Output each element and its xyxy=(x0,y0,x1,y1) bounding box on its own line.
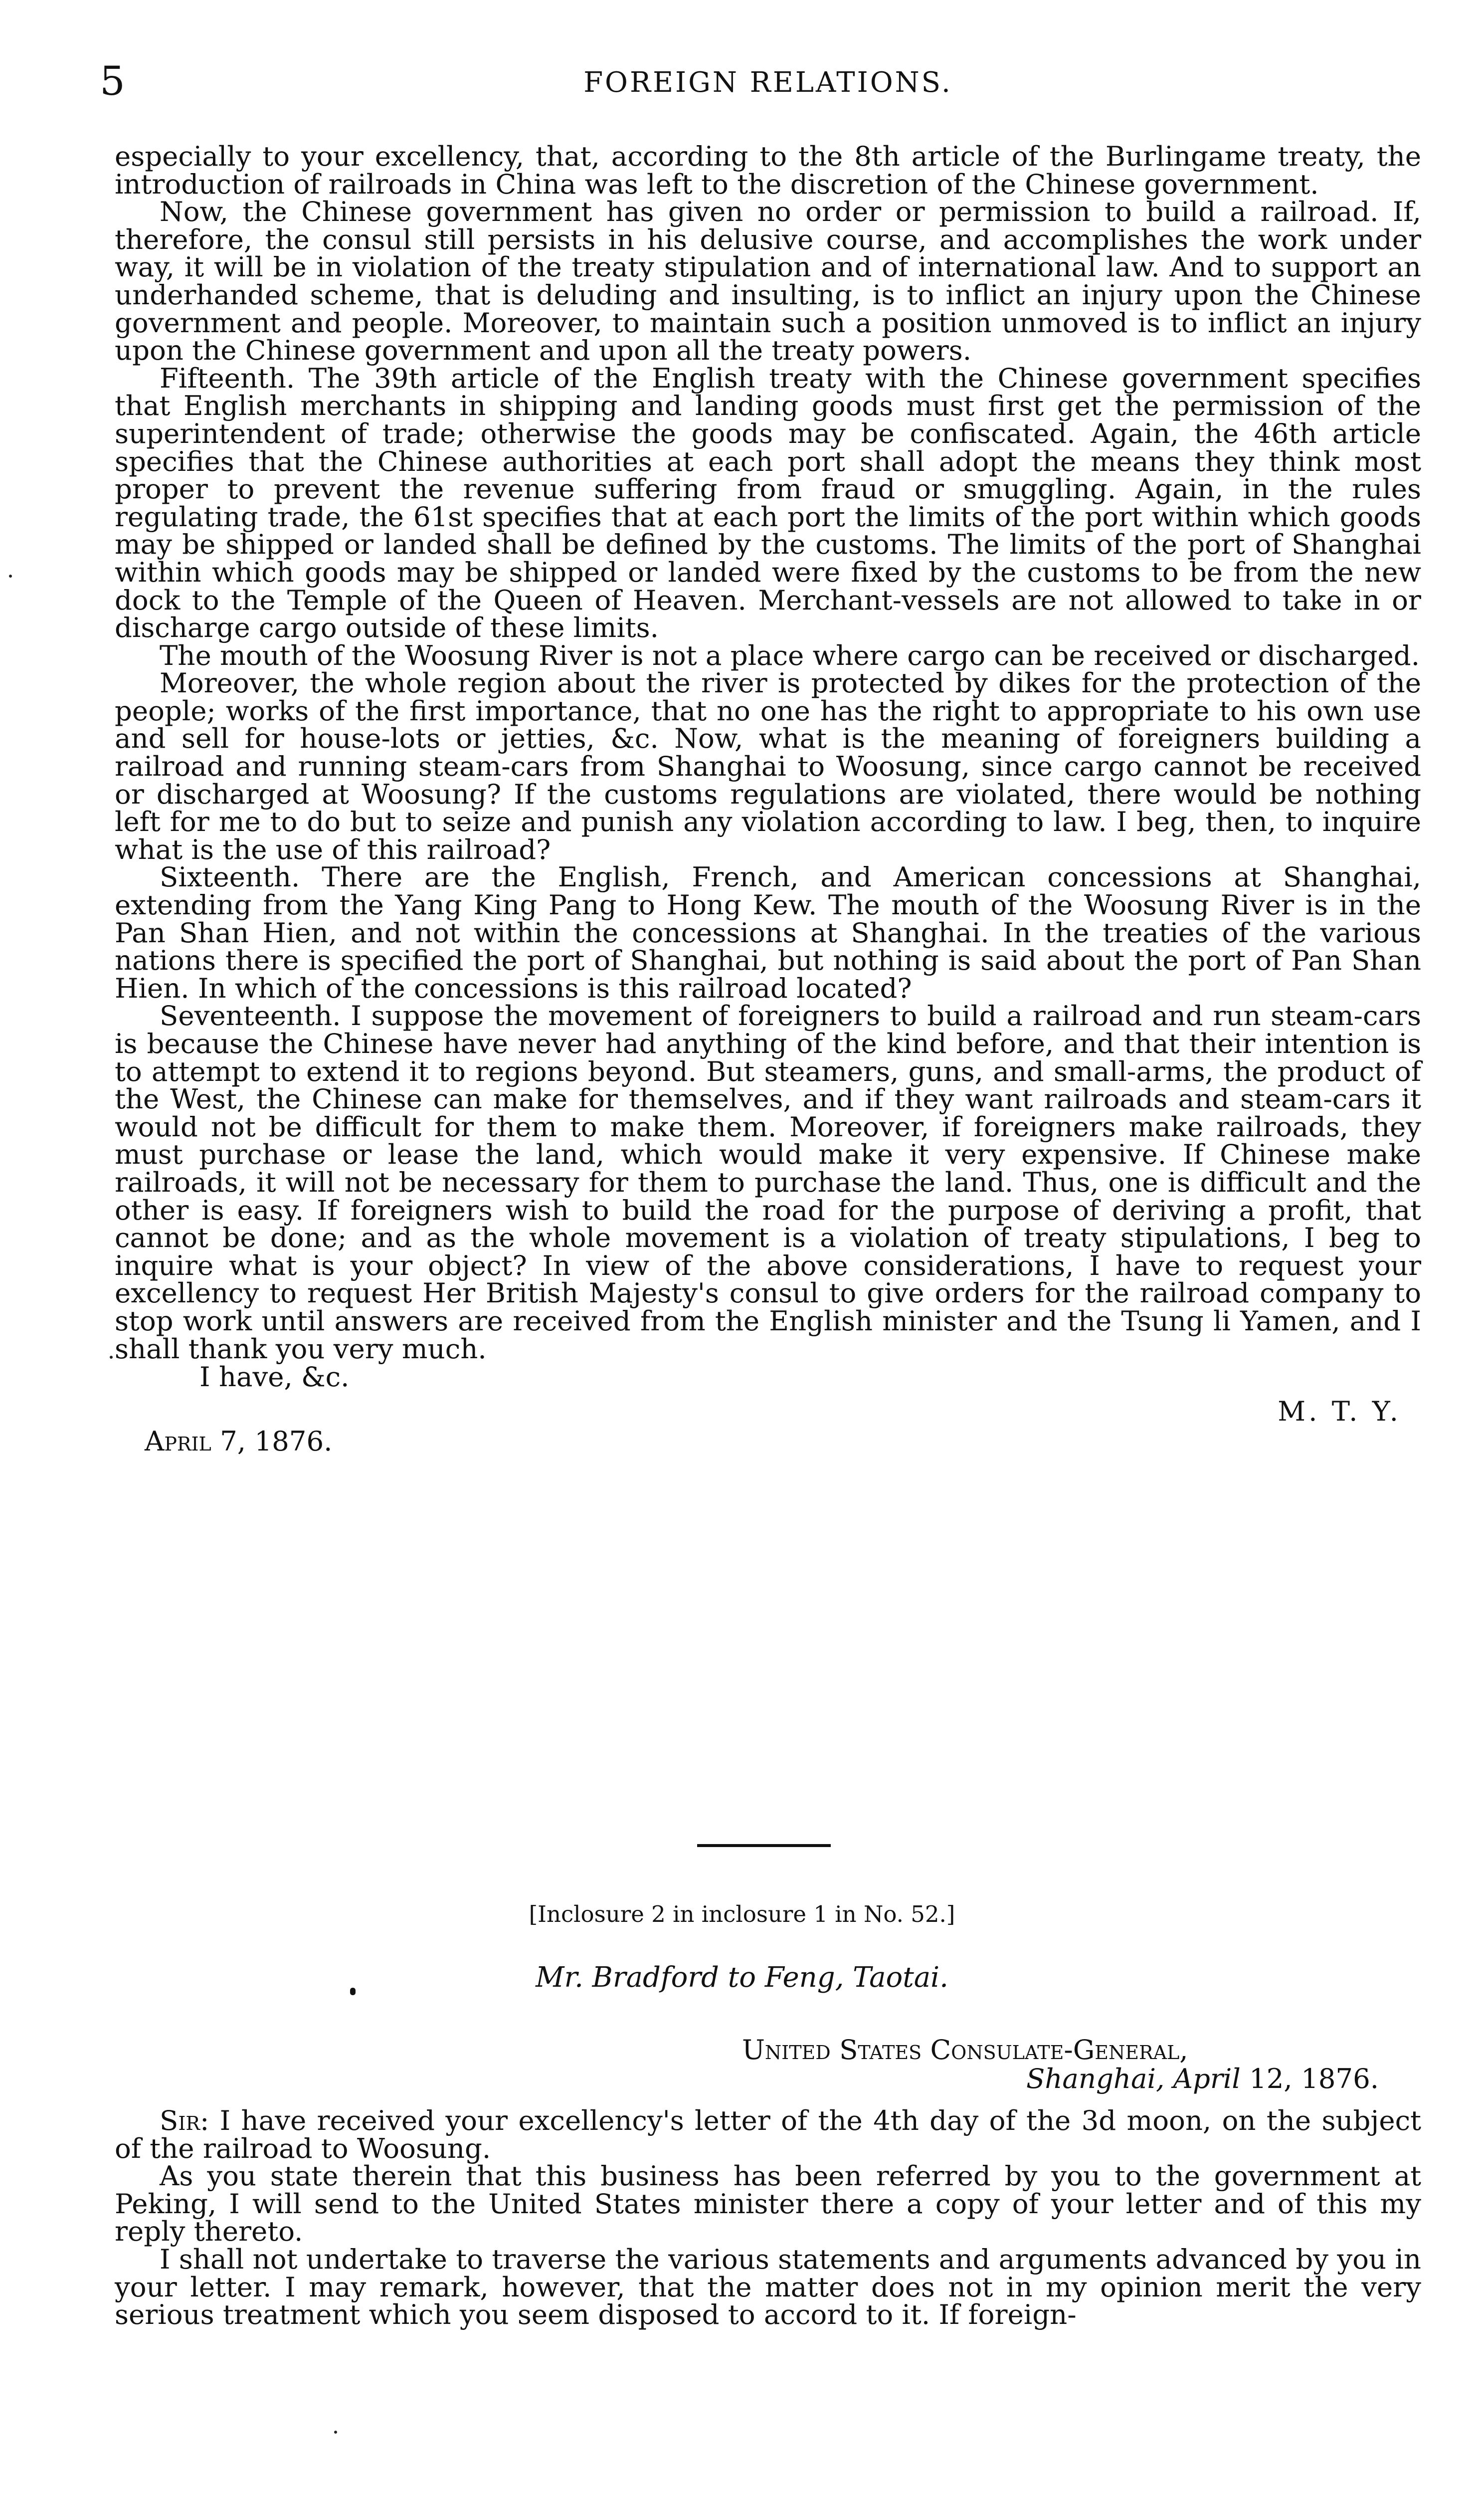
place-text: Shanghai, April xyxy=(1026,2063,1241,2094)
place-date-text: 12, 1876. xyxy=(1249,2063,1379,2094)
page-number: 5 xyxy=(100,58,125,104)
paragraph: Fifteenth. The 39th article of the English treaty with the Chinese government specifies that English merchants in shipping and landing goods must first get the permission of the superintendent of trade; otherwise the goods may be confiscated. Again, the 46th article specifies that the Chinese authorities at each port shall adopt the means they think most proper to prevent the revenue suffering from fraud or smuggling. Again, in the rules regulating trade, the 61st specifies that at each port the limits of the port within which goods may be shipped or landed shall be defined by the customs. The limits of the port of Shanghai within which goods may be shipped or landed were fixed by the customs to be from the new dock to the Temple of the Queen of Heaven. Merchant-vessels are not allowed to take in or discharge cargo outside of these limits. xyxy=(115,362,1421,644)
ink-speck xyxy=(334,2431,337,2434)
paragraph: Seventeenth. I suppose the movement of foreigners to build a railroad and run steam-cars is because the Chinese have never had anything of the kind before, and that their intention is to attempt to extend it to regions beyond. But steamers, guns, and small-arms, the product of the West, the Chinese can make for themselves, and if they want railroads and steam-cars it would not be difficult for them to make them. Moreover, if foreigners make railroads, they must purchase or lease the land, which would make it very expensive. If Chinese make railroads, it will not be necessary for them to purchase the land. Thus, one is difficult and the other is easy. If foreigners wish to build the road for the purpose of deriving a profit, that cannot be done; and as the whole movement is a violation of treaty stipulations, I beg to inquire what is your object? In view of the above considerations, I have to request your excellency to request Her British Majesty's consul to give orders for the railroad company to stop work until answers are received from the English minister and the Tsung li Yamen, and I shall thank you very much. xyxy=(115,1000,1421,1365)
ink-speck xyxy=(110,1356,113,1359)
paragraph: The mouth of the Woosung River is not a place where cargo can be received or discharged. xyxy=(160,639,1420,671)
letter-2-heading: Mr. Bradford to Feng, Taotai. xyxy=(536,1961,948,1994)
signature: M. T. Y. xyxy=(1278,1395,1401,1428)
section-divider xyxy=(697,1844,831,1847)
letter-1-closing-block xyxy=(115,1363,1421,1460)
letter-1-body xyxy=(115,140,1421,1460)
running-title: FOREIGN RELATIONS. xyxy=(583,66,952,99)
letter-date: April 7, 1876. xyxy=(145,1425,333,1457)
paragraph: especially to your excellency, that, according to the 8th article of the Burlingame treaty, the introduction of railroads in China was left to the discretion of the Chinese government. xyxy=(115,140,1421,200)
closing-phrase: I have, &c. xyxy=(199,1361,350,1393)
letter-2-body xyxy=(115,2104,1421,2331)
paragraph: Moreover, the whole region about the river is protected by dikes for the protection of the people; works of the first importance, that no one has the right to appropriate to his own use and sell for house-lots or jetties, &c. Now, what is the meaning of foreigners building a railroad and running steam-cars from Shanghai to Woosung, since cargo cannot be received or discharged at Woosung? If the customs regulations are violated, there would be nothing left for me to do but to seize and punish any violation according to law. I beg, then, to inquire what is the use of this railroad? xyxy=(115,667,1421,865)
ink-speck xyxy=(9,575,12,578)
bullet-mark xyxy=(350,1988,356,1995)
page-header xyxy=(100,59,1436,104)
paragraph: As you state therein that this business has been referred by you to the government at Peking, I will send to the United States minister there a copy of your letter and of this my reply thereto. xyxy=(115,2160,1421,2248)
salutation: Sir xyxy=(160,2104,200,2136)
place-date-line xyxy=(1026,2064,1379,2093)
consulate-line: United States Consulate-General, xyxy=(742,2034,1188,2066)
paragraph: Now, the Chinese government has given no order or permission to build a railroad. If, therefore, the consul still persists in his delusive course, and accomplishes the work under way, it will be in violation of the treaty stipulation and of international law. And to support an underhanded scheme, that is deluding and insulting, is to inflict an injury upon the Chinese government and people. Moreover, to maintain such a position unmoved is to inflict an injury upon the Chinese government and upon all the treaty powers. xyxy=(115,196,1421,367)
paragraph: I shall not undertake to traverse the various statements and arguments advanced by you in your letter. I may remark, however, that the matter does not in my opinion merit the very serious treatment which you seem disposed to accord to it. If foreign- xyxy=(115,2243,1421,2331)
paragraph: Sixteenth. There are the English, French, and American concessions at Shanghai, extending from the Yang King Pang to Hong Kew. The mouth of the Woosung River is in the Pan Shan Hien, and not within the concessions at Shanghai. In the treaties of the various nations there is specified the port of Shanghai, but nothing is said about the port of Pan Shan Hien. In which of the concessions is this railroad located? xyxy=(115,861,1421,1004)
paragraph xyxy=(115,2104,1421,2164)
paragraph-text: : I have received your excellency's letter of the 4th day of the 3d moon, on the subject of the railroad to Woosung. xyxy=(115,2104,1421,2164)
enclosure-note: [Inclosure 2 in inclosure 1 in No. 52.] xyxy=(529,1901,955,1927)
